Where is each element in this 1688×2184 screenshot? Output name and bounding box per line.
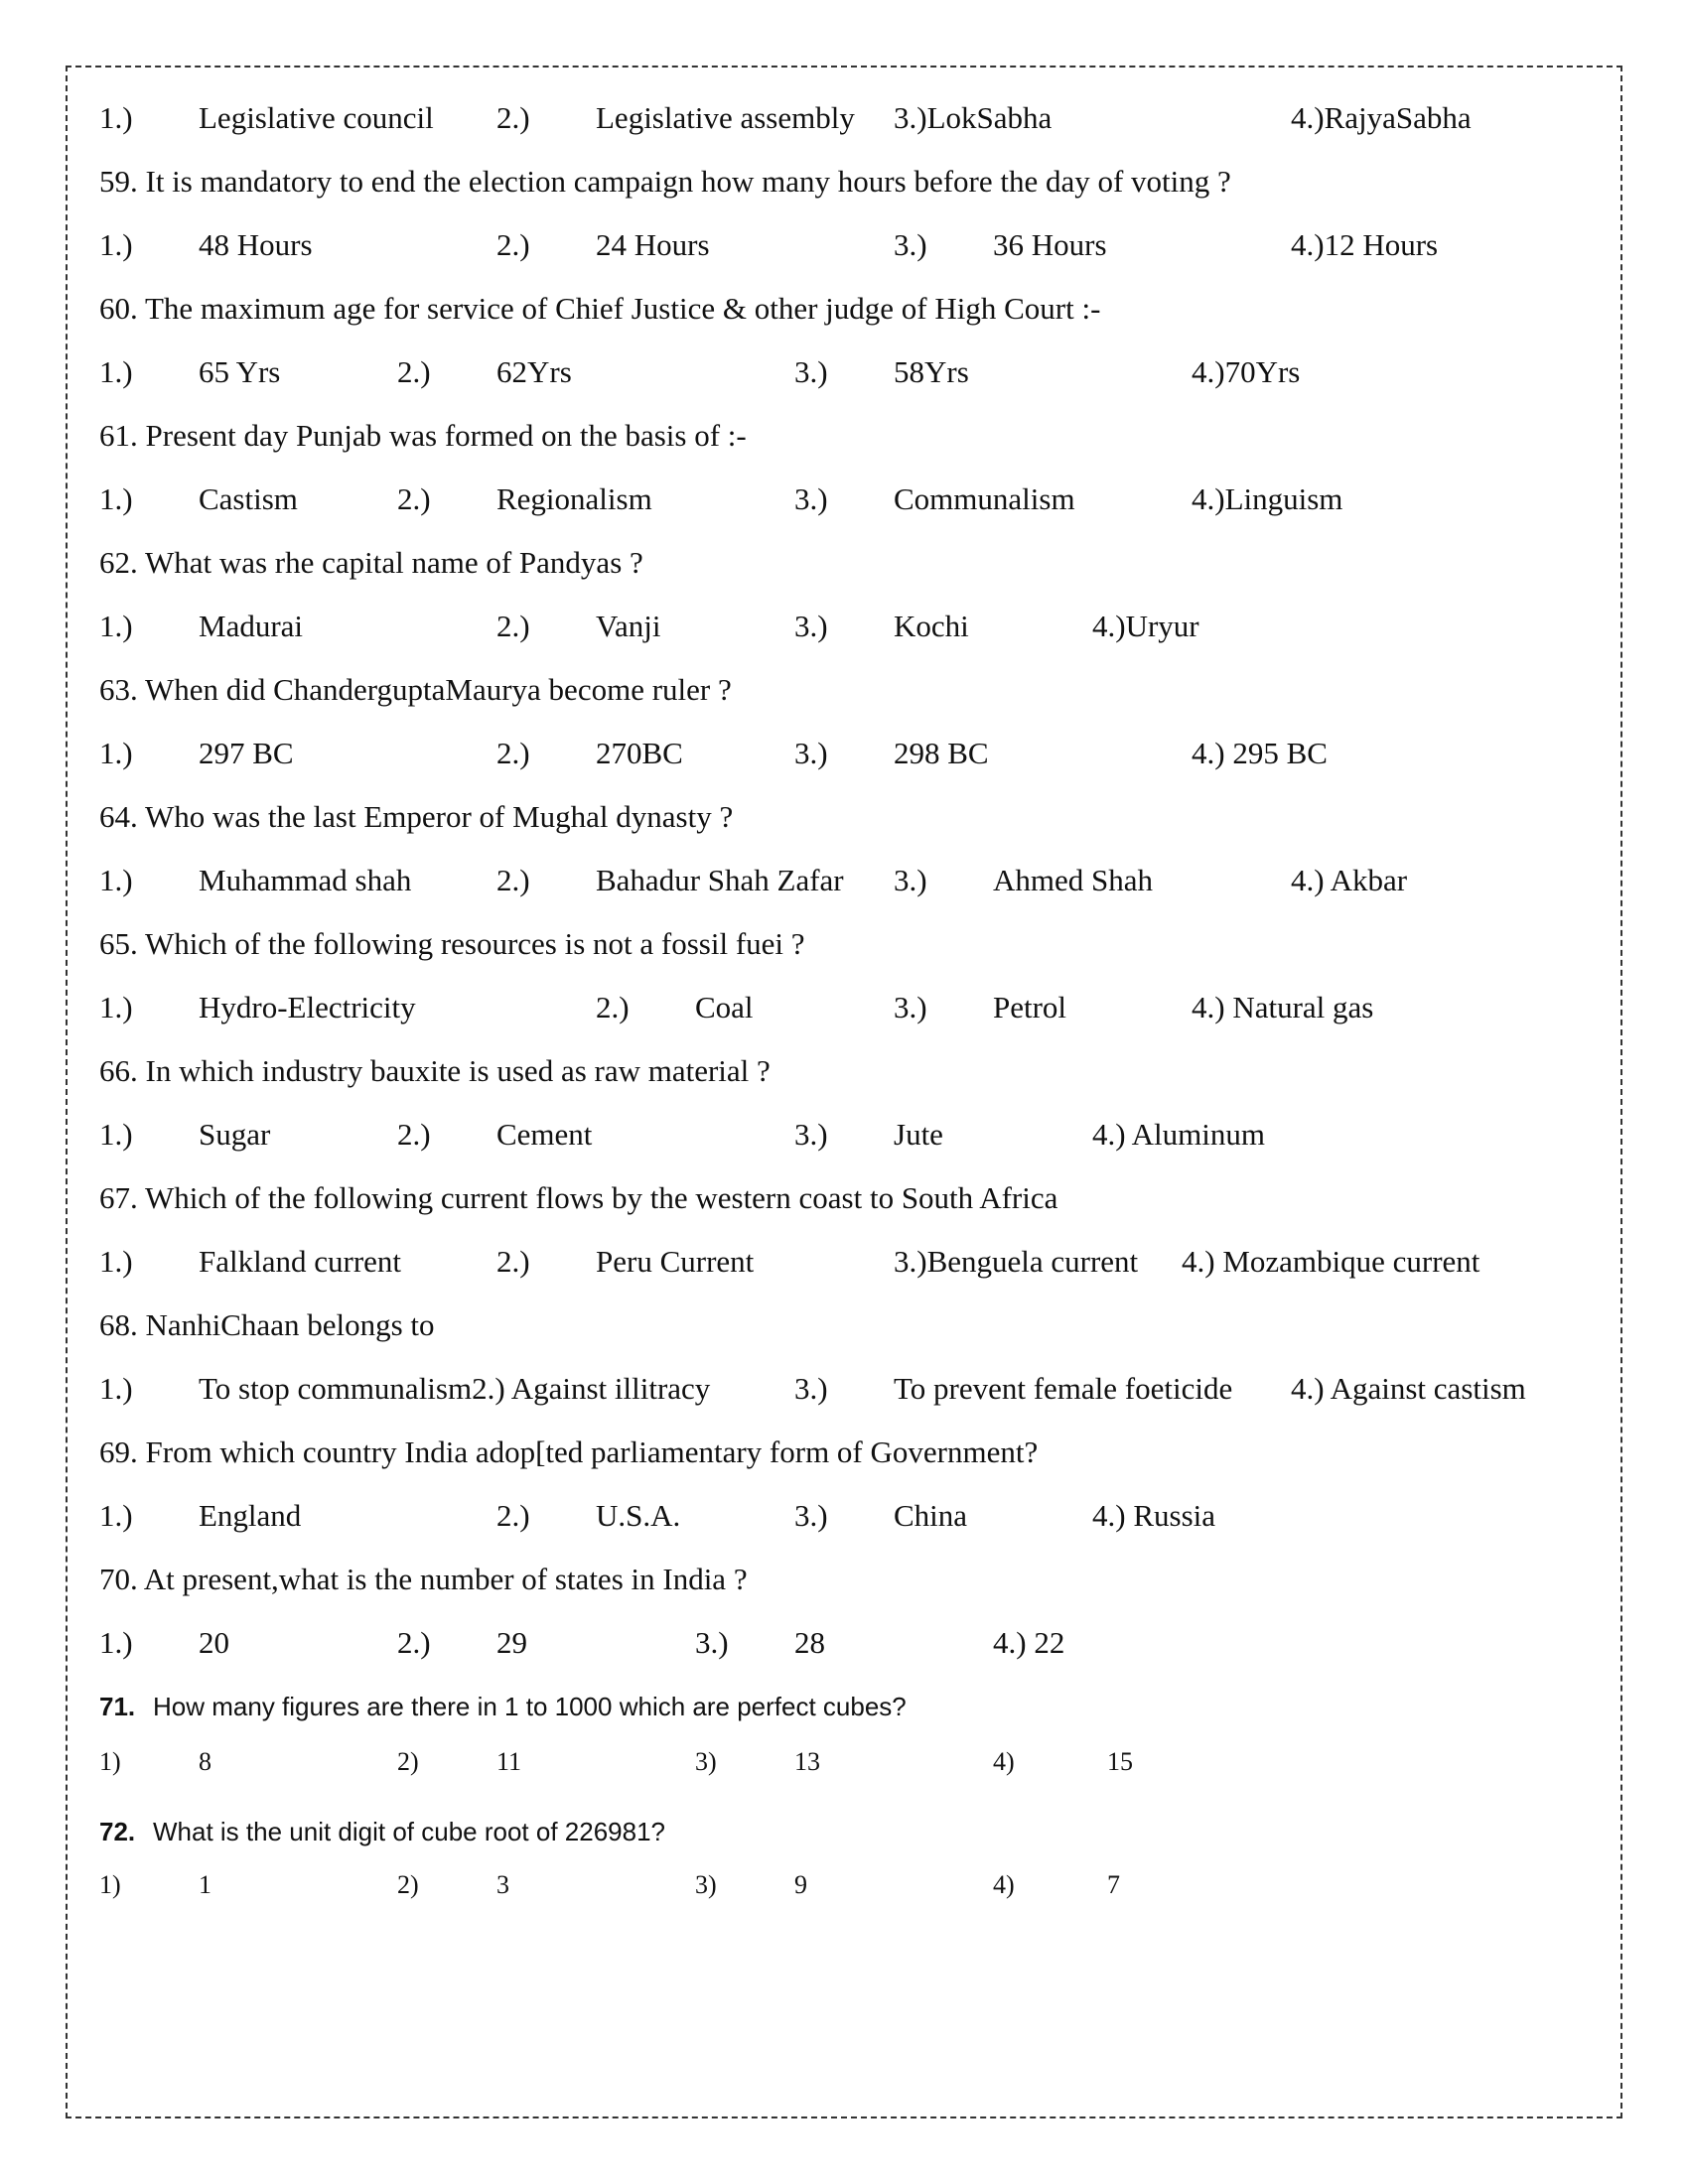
question-number: 72. xyxy=(99,1817,136,1846)
option-text: 4.) Aluminum xyxy=(1092,1117,1265,1152)
option-text: 4.)Uryur xyxy=(1092,609,1199,643)
option-label: 3.) xyxy=(794,481,828,516)
option-text: 4.) Mozambique current xyxy=(1182,1244,1480,1279)
option-text: 8 xyxy=(199,1747,211,1776)
option-text: Vanji xyxy=(596,609,661,643)
option-text: 20 xyxy=(199,1625,229,1660)
option-text: 48 Hours xyxy=(199,227,313,262)
question-59: 59. It is mandatory to end the election campaign how many hours before the day of voting ? xyxy=(99,164,1231,199)
option-text: Ahmed Shah xyxy=(993,863,1154,897)
option-label: 1.) xyxy=(99,863,133,897)
option-label: 3.) xyxy=(894,863,927,897)
option-text: 4.) 22 xyxy=(993,1625,1065,1660)
option-label: 1.) xyxy=(99,736,133,770)
option-text: Madurai xyxy=(199,609,304,643)
option-text: 58Yrs xyxy=(894,354,969,389)
option-label: 3.) xyxy=(894,227,927,262)
question-66: 66. In which industry bauxite is used as raw material ? xyxy=(99,1053,771,1088)
option-text: Bahadur Shah Zafar xyxy=(596,863,844,897)
option-text: 298 BC xyxy=(894,736,989,770)
option-text: 4.)70Yrs xyxy=(1192,354,1301,389)
option-text: Castism xyxy=(199,481,298,516)
question-65: 65. Which of the following resources is not a fossil fuei ? xyxy=(99,926,805,961)
option-label: 2.) xyxy=(496,100,530,135)
option-text: 29 xyxy=(496,1625,527,1660)
option-text: 3 xyxy=(496,1870,509,1899)
question-62: 62. What was rhe capital name of Pandyas ? xyxy=(99,545,643,580)
option-text: 9 xyxy=(794,1870,807,1899)
option-label: 3) xyxy=(695,1870,717,1899)
option-text: Regionalism xyxy=(496,481,652,516)
option-text: 62Yrs xyxy=(496,354,572,389)
option-text: 4.) Natural gas xyxy=(1192,990,1374,1024)
option-label: 2) xyxy=(397,1870,419,1899)
question-text: How many figures are there in 1 to 1000 which are perfect cubes? xyxy=(153,1692,907,1721)
option-label: 3.) xyxy=(794,1498,828,1533)
option-text: China xyxy=(894,1498,968,1533)
option-text: 1 xyxy=(199,1870,211,1899)
option-label: 1.) xyxy=(99,1625,133,1660)
option-text: 4.) Russia xyxy=(1092,1498,1215,1533)
option-text: Legislative assembly xyxy=(596,100,855,135)
option-text: Coal xyxy=(695,990,754,1024)
option-label: 2.) xyxy=(397,1625,431,1660)
option-label: 2.) xyxy=(397,1117,431,1152)
option-text: 13 xyxy=(794,1747,820,1776)
option-label: 1.) xyxy=(99,100,133,135)
option-label: 1.) xyxy=(99,1498,133,1533)
question-67: 67. Which of the following current flows by the western coast to South Africa xyxy=(99,1180,1058,1215)
option-label: 1) xyxy=(99,1870,121,1899)
option-label: 3.) xyxy=(894,990,927,1024)
option-label: 2.) xyxy=(496,1244,530,1279)
option-text: Falkland current xyxy=(199,1244,402,1279)
option-label: 2) xyxy=(397,1747,419,1776)
question-68: 68. NanhiChaan belongs to xyxy=(99,1307,435,1342)
option-text: 4.)RajyaSabha xyxy=(1291,100,1472,135)
option-label: 3) xyxy=(695,1747,717,1776)
option-label: 1.) xyxy=(99,1371,133,1406)
option-text: To prevent female foeticide xyxy=(894,1371,1233,1406)
option-text: 3.)LokSabha xyxy=(894,100,1053,135)
option-label: 1.) xyxy=(99,481,133,516)
option-label: 2.) xyxy=(496,736,530,770)
option-text: 297 BC xyxy=(199,736,294,770)
option-label: 2.) xyxy=(496,227,530,262)
option-text: Hydro-Electricity xyxy=(199,990,416,1024)
option-label: 1.) xyxy=(99,354,133,389)
question-69: 69. From which country India adop[ted parliamentary form of Government? xyxy=(99,1434,1039,1469)
option-text: Jute xyxy=(894,1117,943,1152)
option-label: 1.) xyxy=(99,1244,133,1279)
option-text: 24 Hours xyxy=(596,227,710,262)
option-text: 15 xyxy=(1107,1747,1133,1776)
option-label: 4) xyxy=(993,1870,1015,1899)
option-label: 3.) xyxy=(794,736,828,770)
option-label: 2.) xyxy=(496,863,530,897)
option-label: 2.) xyxy=(496,1498,530,1533)
question-text: What is the unit digit of cube root of 226981? xyxy=(153,1817,666,1846)
option-text: 4.)12 Hours xyxy=(1291,227,1439,262)
option-text: U.S.A. xyxy=(596,1498,681,1533)
option-label: 2.) xyxy=(397,481,431,516)
question-64: 64. Who was the last Emperor of Mughal dynasty ? xyxy=(99,799,734,834)
option-text: 7 xyxy=(1107,1870,1120,1899)
option-text: Communalism xyxy=(894,481,1075,516)
option-label: 1.) xyxy=(99,990,133,1024)
option-label: 3.) xyxy=(794,1371,828,1406)
option-label: 1.) xyxy=(99,609,133,643)
option-label: 3.) xyxy=(794,354,828,389)
option-text: 4.)Linguism xyxy=(1192,481,1343,516)
option-label: 1) xyxy=(99,1747,121,1776)
question-60: 60. The maximum age for service of Chief Justice & other judge of High Court :- xyxy=(99,291,1101,326)
option-text: England xyxy=(199,1498,302,1533)
option-text: 270BC xyxy=(596,736,683,770)
option-label: 3.) xyxy=(695,1625,729,1660)
question-63: 63. When did ChanderguptaMaurya become ruler ? xyxy=(99,672,732,707)
question-70: 70. At present,what is the number of states in India ? xyxy=(99,1562,748,1596)
option-label: 2.) xyxy=(596,990,630,1024)
option-text: 4.) Akbar xyxy=(1291,863,1408,897)
option-text: To stop communalism2.) Against illitracy xyxy=(199,1371,711,1406)
question-number: 71. xyxy=(99,1692,136,1721)
option-label: 4) xyxy=(993,1747,1015,1776)
option-label: 3.) xyxy=(794,1117,828,1152)
option-text: Kochi xyxy=(894,609,969,643)
option-text: Cement xyxy=(496,1117,593,1152)
option-text: 4.) Against castism xyxy=(1291,1371,1526,1406)
option-text: Legislative council xyxy=(199,100,434,135)
option-text: Sugar xyxy=(199,1117,271,1152)
option-text: Muhammad shah xyxy=(199,863,412,897)
option-label: 1.) xyxy=(99,1117,133,1152)
option-text: 11 xyxy=(496,1747,522,1776)
option-text: 3.)Benguela current xyxy=(894,1244,1139,1279)
option-text: 36 Hours xyxy=(993,227,1107,262)
option-label: 1.) xyxy=(99,227,133,262)
option-text: Petrol xyxy=(993,990,1067,1024)
option-label: 2.) xyxy=(397,354,431,389)
option-label: 3.) xyxy=(794,609,828,643)
option-text: 4.) 295 BC xyxy=(1192,736,1328,770)
option-text: Peru Current xyxy=(596,1244,755,1279)
option-text: 28 xyxy=(794,1625,825,1660)
option-text: 65 Yrs xyxy=(199,354,281,389)
question-61: 61. Present day Punjab was formed on the basis of :- xyxy=(99,418,747,453)
option-label: 2.) xyxy=(496,609,530,643)
